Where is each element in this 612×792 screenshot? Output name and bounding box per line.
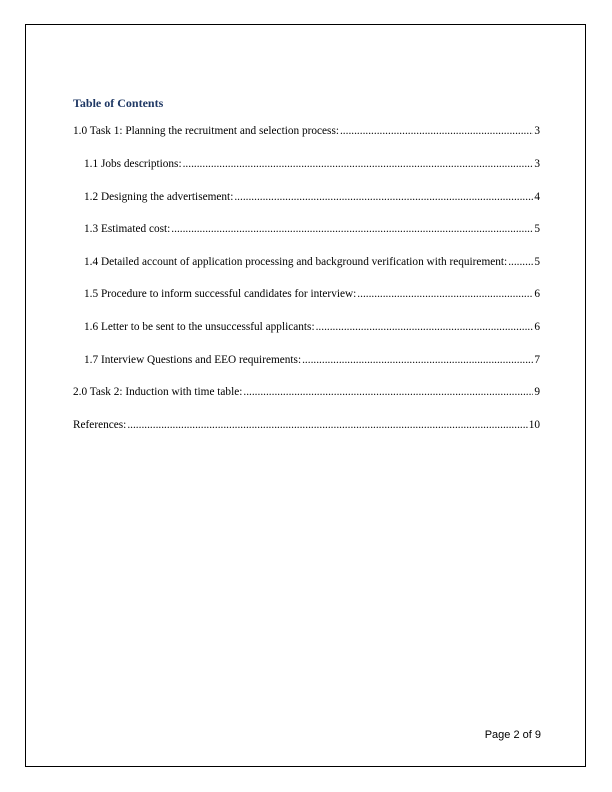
toc-entry-label: 1.7 Interview Questions and EEO requirements: xyxy=(84,354,302,366)
toc-entry-label: 1.3 Estimated cost: xyxy=(84,223,171,235)
toc-entry-label: 1.2 Designing the advertisement: xyxy=(84,191,234,203)
toc-leader-dots xyxy=(508,255,533,269)
toc-entry-page: 5 xyxy=(534,223,540,235)
toc-entry-page: 5 xyxy=(534,256,540,268)
toc-entry[interactable] xyxy=(73,385,540,399)
toc-entry[interactable] xyxy=(84,353,540,367)
toc-leader-dots xyxy=(357,287,533,301)
toc-entry-page: 7 xyxy=(534,354,540,366)
toc-leader-dots xyxy=(302,353,533,367)
toc-entry[interactable] xyxy=(84,287,540,301)
toc-entry[interactable] xyxy=(73,418,540,432)
toc-entry-page: 3 xyxy=(534,158,540,170)
toc-leader-dots xyxy=(183,157,534,171)
toc-leader-dots xyxy=(171,222,533,236)
toc-entry-page: 10 xyxy=(528,419,540,431)
toc-entry-label: References: xyxy=(73,419,127,431)
toc-entry[interactable] xyxy=(84,255,540,269)
toc-entry-page: 6 xyxy=(534,288,540,300)
toc-leader-dots xyxy=(340,124,533,138)
toc-entry[interactable] xyxy=(84,320,540,334)
toc-entry-label: 1.1 Jobs descriptions: xyxy=(84,158,182,170)
toc-title: Table of Contents xyxy=(73,96,164,110)
toc-entry-page: 6 xyxy=(534,321,540,333)
toc-leader-dots xyxy=(234,190,533,204)
page-number: Page 2 of 9 xyxy=(484,729,541,741)
toc-entry[interactable] xyxy=(84,157,540,171)
toc-entry-label: 1.0 Task 1: Planning the recruitment and selection process: xyxy=(73,125,339,137)
toc-entry-label: 2.0 Task 2: Induction with time table: xyxy=(73,386,243,398)
toc-entry-label: 1.5 Procedure to inform successful candidates for interview: xyxy=(84,288,357,300)
toc-entry-page: 3 xyxy=(534,125,540,137)
toc-entry-label: 1.6 Letter to be sent to the unsuccessful applicants: xyxy=(84,321,315,333)
toc-leader-dots xyxy=(127,418,527,432)
toc-entry[interactable] xyxy=(84,222,540,236)
toc-entry-page: 4 xyxy=(534,191,540,203)
toc-entry[interactable] xyxy=(73,124,540,138)
toc-entry-label: 1.4 Detailed account of application processing and background verification with requirement: xyxy=(84,256,508,268)
toc-entry-page: 9 xyxy=(534,386,540,398)
toc-entry[interactable] xyxy=(84,190,540,204)
toc-leader-dots xyxy=(316,320,534,334)
toc-leader-dots xyxy=(243,385,533,399)
